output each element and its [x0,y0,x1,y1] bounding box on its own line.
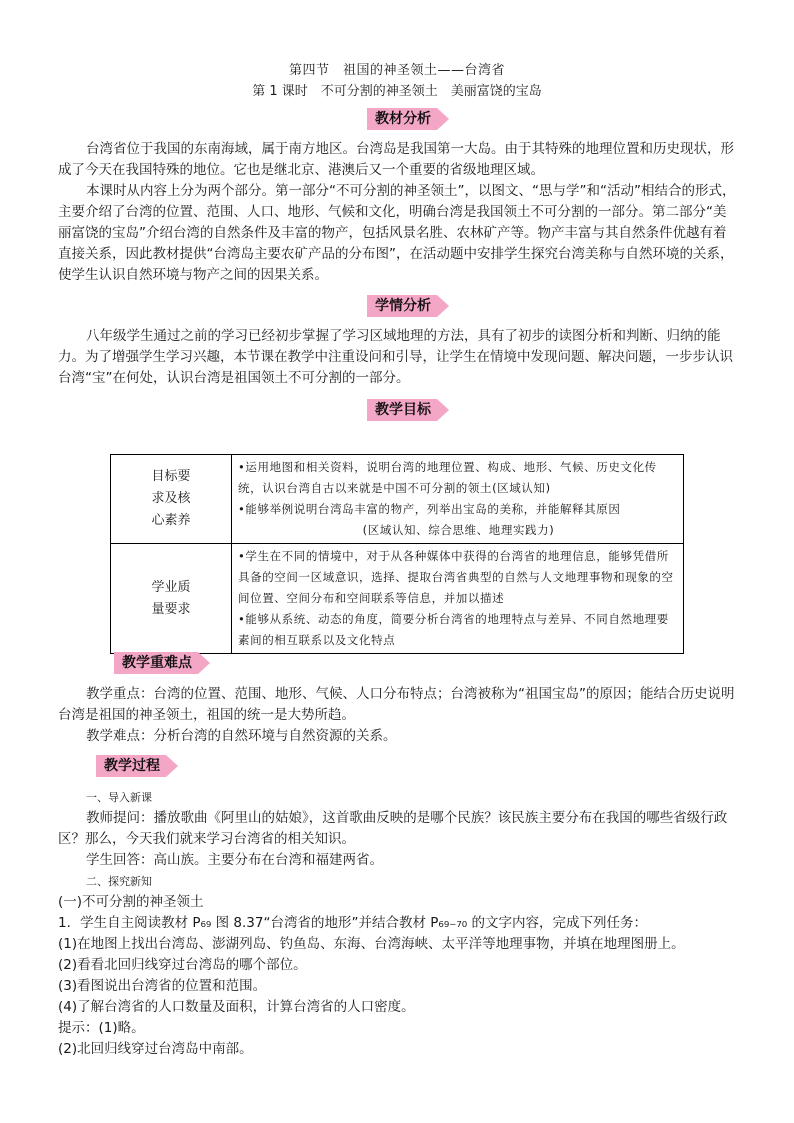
tag-arrow-icon [437,108,449,130]
tag-label: 教学过程 [96,755,166,777]
row-value [232,544,684,654]
tag-arrow-icon [198,652,210,674]
list-item: •能够举例说明台湾岛丰富的物产，列举出宝岛的美称，并能解释其原因 [238,502,621,516]
lesson-subtitle: 第 1 课时 不可分割的神圣领土 美丽富饶的宝岛 [252,84,542,99]
tag-textbook-analysis [367,108,449,130]
list-item: (3)看图说出台湾省的位置和范围。 [58,978,267,994]
paragraph: 八年级学生通过之前的学习已经初步掌握了学习区域地理的方法，具有了初步的读图分析和判断、归纳的能力。为了增强学生学习兴趣，本节课在教学中注重设问和引导，让学生在情境中发现问题、解决问题，一步步认识台湾“宝”在何处，认识台湾是祖国领土不可分割的一部分。 [58,328,733,386]
row-key [111,455,232,544]
objectives-table [110,454,684,654]
textbook-analysis-body [58,139,738,286]
row-key-line: 求及核 [151,491,191,506]
paragraph: (2)北回归线穿过台湾岛中南部。 [58,1041,253,1057]
tag-student-analysis [367,295,449,317]
list-item: •学生在不同的情境中，对于从各种媒体中获得的台湾省的地理信息，能够凭借所具备的空间一区域意识，选择、提取台湾省典型的自然与人文地理事物和现象的空间位置、空间分布和空间联系等信息，并加以描述 [238,549,674,605]
subsection-heading: (一)不可分割的神圣领土 [58,894,204,910]
tag-label: 教学重难点 [114,652,198,674]
list-item: •运用地图和相关资料，说明台湾的地理位置、构成、地形、气候、历史文化传统，认识台湾自古以来就是中国不可分割的领土(区域认知) [238,460,657,495]
process-body [58,787,738,1060]
list-item: (1)在地图上找出台湾岛、澎湖列岛、钓鱼岛、东海、台湾海峡、太平洋等地理事物，并填在地理图册上。 [58,936,685,952]
paragraph: 教学重点：台湾的位置、范围、地形、气候、人口分布特点；台湾被称为“祖国宝岛”的原因；能结合历史说明台湾是祖国的神圣领土，祖国的统一是大势所趋。 [58,686,735,723]
tag-label: 教材分析 [367,108,437,130]
table-row [111,455,684,544]
list-item: (2)看看北回归线穿过台湾岛的哪个部位。 [58,957,307,973]
row-key-line: 量要求 [151,601,191,617]
tag-arrow-icon [437,295,449,317]
paragraph: 1．学生自主阅读教材 P₆₉ 图 8.37“台湾省的地形”并结合教材 P₆₉₋₇₀ 的文字内容，完成下列任务： [58,915,647,931]
list-item: •能够从系统、动态的角度，简要分析台湾省的地理特点与差异、不同自然地理要素间的相互联系以及文化特点 [238,612,669,647]
tag-key-points [114,652,210,674]
tag-arrow-icon [437,399,449,421]
row-key-line: 学业质 [151,579,191,595]
paragraph: 台湾省位于我国的东南海域，属于南方地区。台湾岛是我国第一大岛。由于其特殊的地理位置和历史现状，形成了今天在我国特殊的地位。它也是继北京、港澳后又一个重要的省级地理区域。 [58,141,734,178]
list-item: (区域认知、综合思维、地理实践力) [362,523,555,537]
step-heading: 二、探究新知 [86,875,152,888]
student-analysis-body [58,326,738,389]
section-title: 第四节 祖国的神圣领土——台湾省 [288,63,505,78]
row-value [232,455,684,544]
paragraph: 教师提问：播放歌曲《阿里山的姑娘》，这首歌曲反映的是哪个民族？该民族主要分布在我国的哪些省级行政区？那么，今天我们就来学习台湾省的相关知识。 [58,810,728,847]
step-heading: 一、导入新课 [86,791,152,804]
tag-objectives [367,399,449,421]
paragraph: 提示：(1)略。 [58,1020,145,1036]
paragraph: 教学难点：分析台湾的自然环境与自然资源的关系。 [86,728,397,744]
list-item: (4)了解台湾省的人口数量及面积，计算台湾省的人口密度。 [58,999,415,1015]
row-key-line: 目标要 [151,469,191,484]
row-key-line: 心素养 [151,513,191,528]
paragraph: 本课时从内容上分为两个部分。第一部分“不可分割的神圣领土”，以图文、“思与学”和“活动”相结合的形式，主要介绍了台湾的位置、范围、人口、地形、气候和文化，明确台湾是我国领土不可分割的一部分。第二部分“美丽富饶的宝岛”介绍台湾的自然条件及丰富的物产，包括风景名胜、农林矿产等。物产丰富与其自然条件优越有着直接关系，因此教材提供“台湾岛主要农矿产品的分布图”，在活动题中安排学生探究台湾美称与自然环境的关系，使学生认识自然环境与物产之间的因果关系。 [58,183,736,283]
tag-process [96,755,178,777]
table-row [111,544,684,654]
tag-label: 教学目标 [367,399,437,421]
tag-arrow-icon [166,755,178,777]
row-key [111,544,232,654]
key-points-body [58,684,738,747]
tag-label: 学情分析 [367,295,437,317]
paragraph: 学生回答：高山族。主要分布在台湾和福建两省。 [86,852,383,868]
